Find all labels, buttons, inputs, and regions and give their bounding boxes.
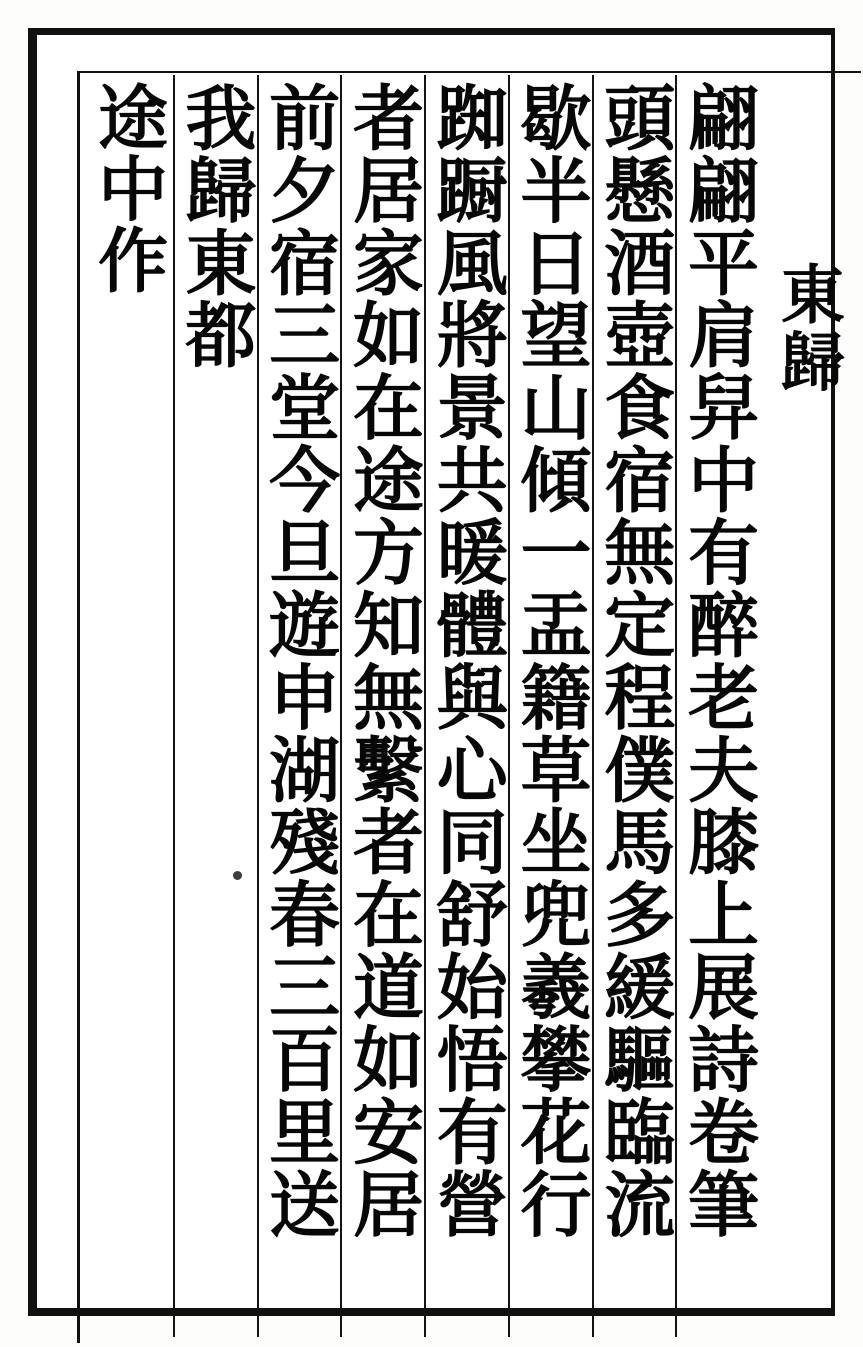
- ink-smudge: [233, 871, 242, 880]
- text-column-4: [424, 75, 508, 1337]
- page-edge-nick: [57, 915, 71, 1035]
- page-border-outer: [28, 28, 845, 1316]
- text-line-7: 我歸東都: [173, 81, 258, 371]
- text-line-2: 頭懸酒壺食宿無定程僕馬多緩驅臨流: [592, 81, 677, 1240]
- text-line-4: 踟蹰風將景共暖體與心同舒始悟有營: [425, 81, 510, 1240]
- text-column-8: [83, 75, 173, 1337]
- text-line-5: 者居家如在途方知無繫者在道如安居: [341, 81, 426, 1240]
- text-column-1: [675, 75, 759, 1337]
- text-column-7: [173, 75, 257, 1337]
- text-column-2: [592, 75, 676, 1337]
- text-column-3: [508, 75, 592, 1337]
- text-line-8: 途中作: [86, 81, 170, 296]
- poem-title-column: [759, 75, 855, 1337]
- text-line-6: 前夕宿三堂今旦遊申湖殘春三百里送: [257, 81, 342, 1240]
- text-line-1: 翩翩平肩舁中有醉老夫膝上展詩卷筆: [676, 81, 761, 1240]
- vertical-text-block: [83, 75, 855, 1337]
- poem-title: 東歸: [769, 261, 845, 397]
- text-column-5: [340, 75, 424, 1337]
- text-line-3: 歇半日望山傾一盂籍草坐兜羲攀花行: [509, 81, 593, 1240]
- text-column-6: [257, 75, 341, 1337]
